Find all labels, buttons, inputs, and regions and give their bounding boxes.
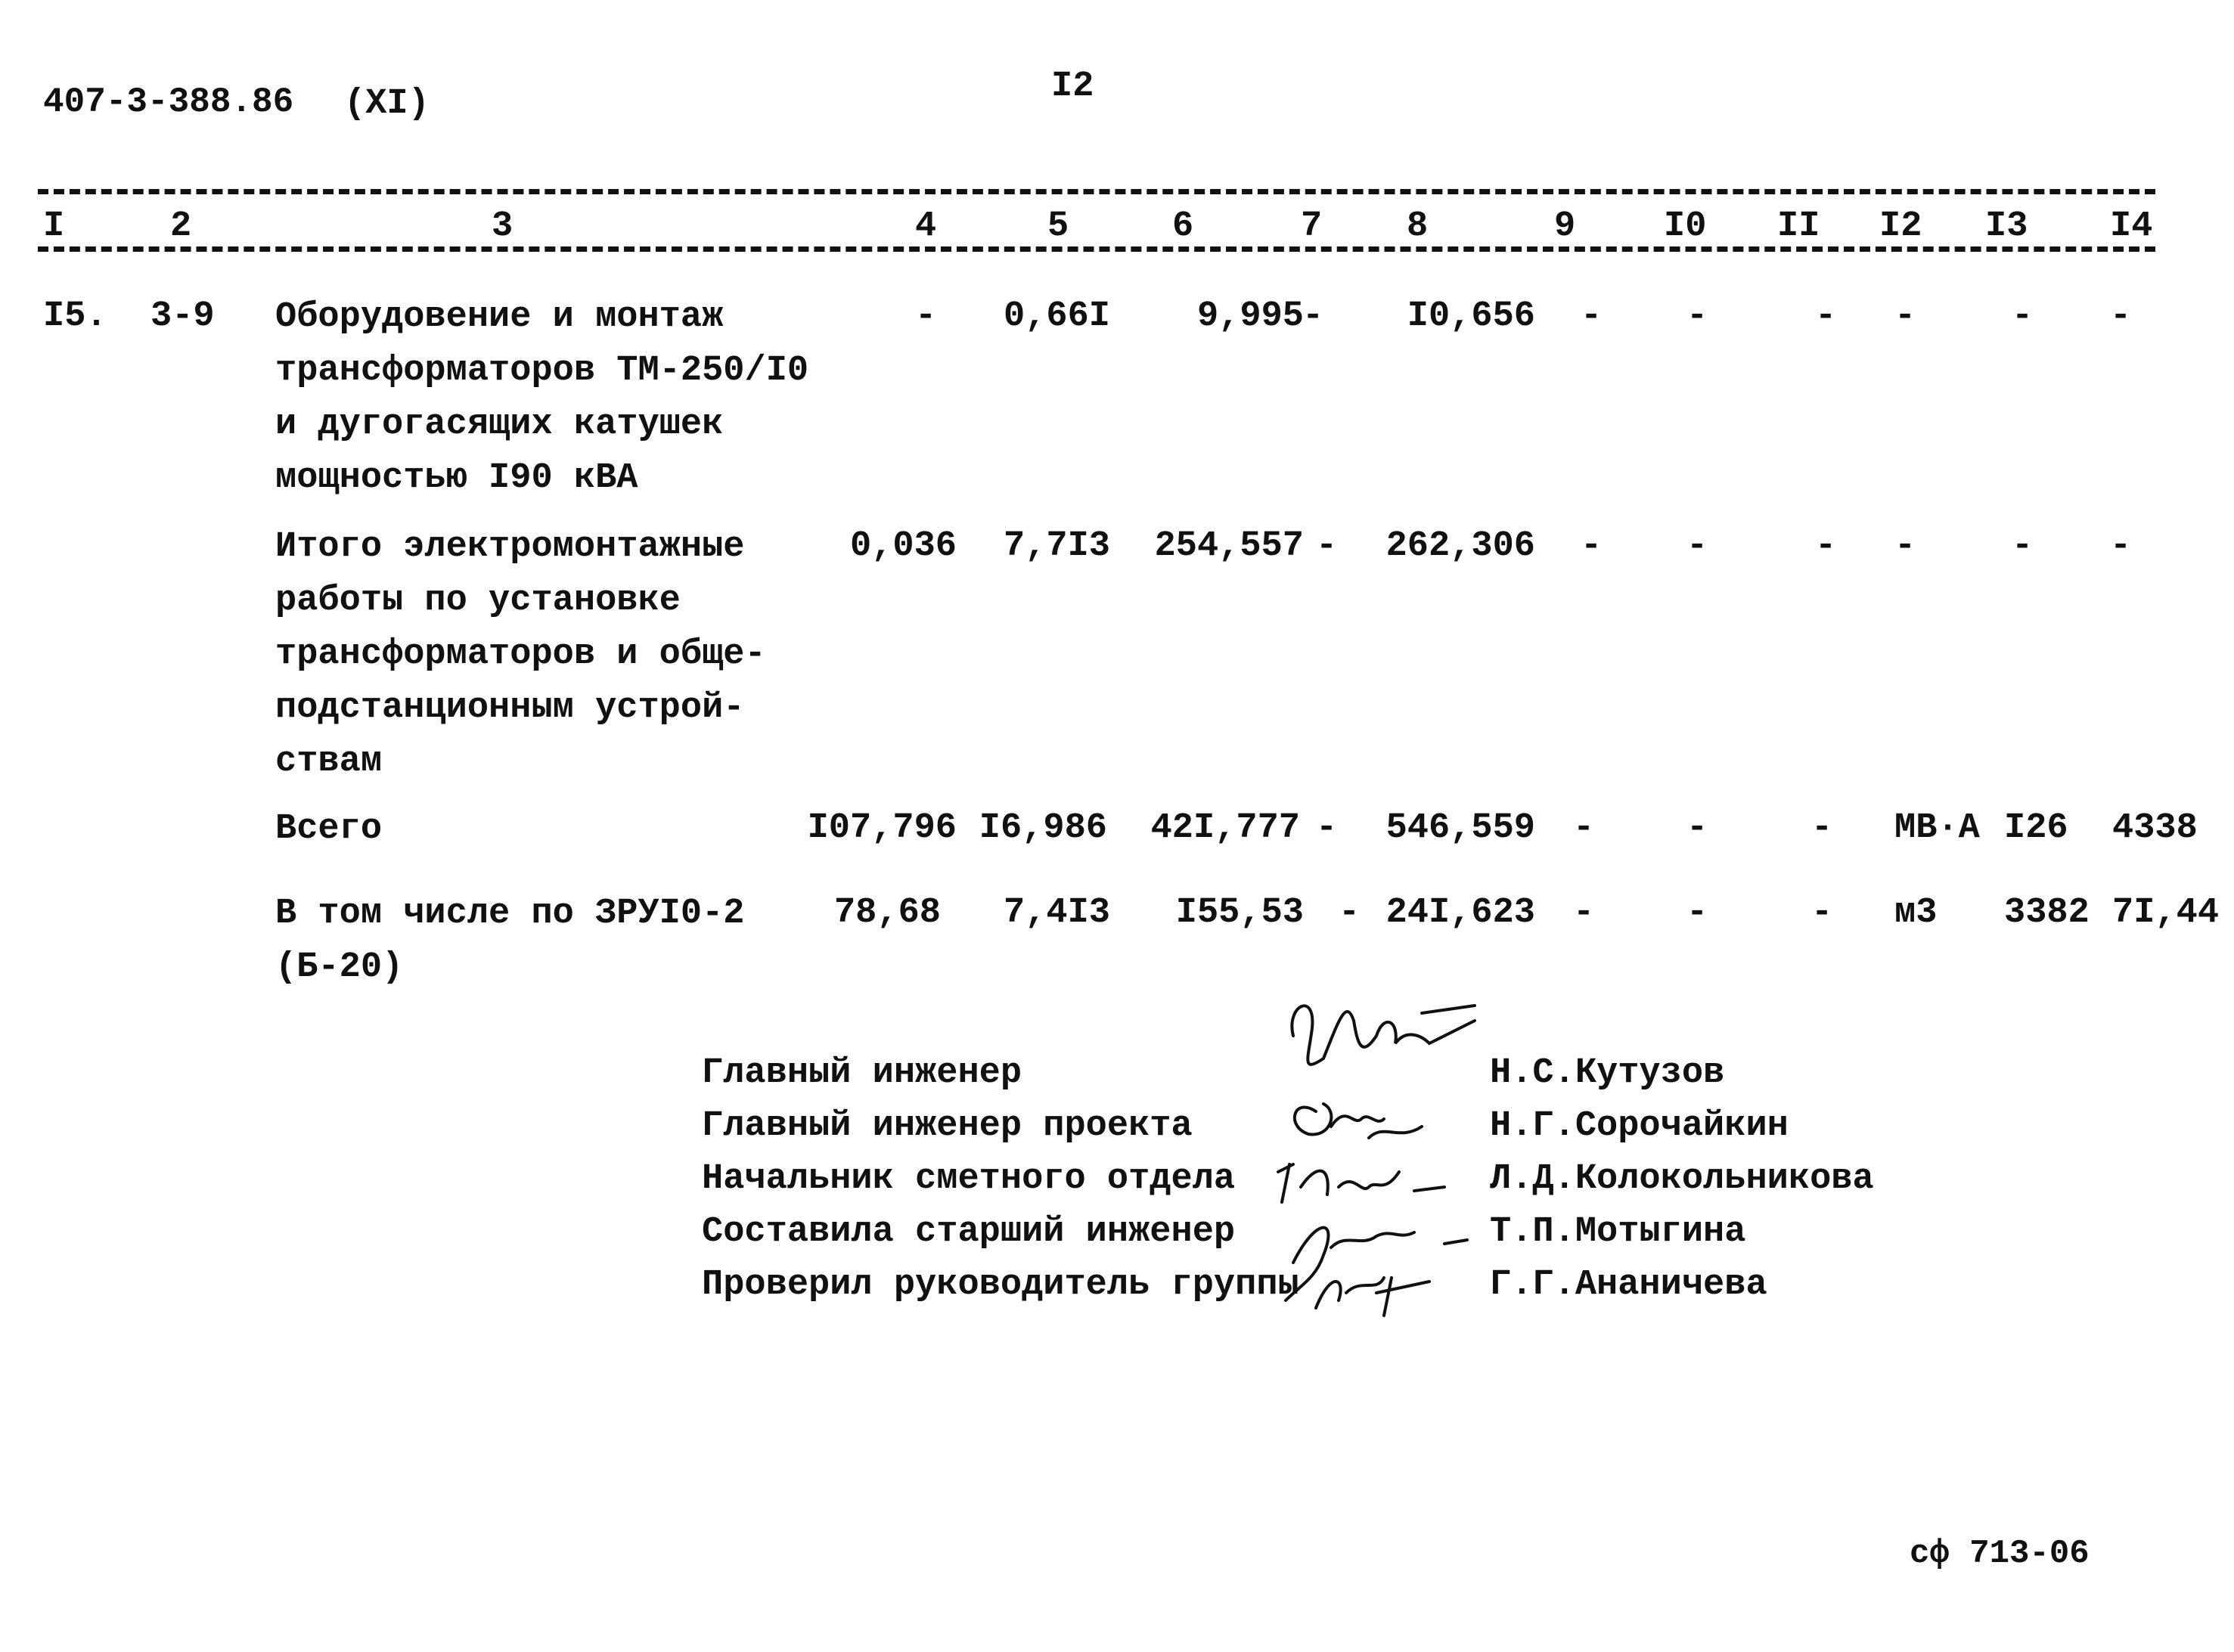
cell-c12: м3 xyxy=(1894,893,1938,933)
row-number: I5. xyxy=(43,296,107,336)
column-header: I0 xyxy=(1664,206,1707,246)
cell-c6: 9,995 xyxy=(1196,296,1304,336)
cell-c12: МВ·А xyxy=(1894,808,1980,848)
cell-c10: - xyxy=(1686,808,1708,848)
cell-c7: - xyxy=(1316,808,1338,848)
cell-c14: 4338 xyxy=(2112,808,2198,848)
document-code: 407-3-388.86 xyxy=(43,82,294,122)
cell-c9: - xyxy=(1581,296,1603,336)
column-header: I4 xyxy=(2110,206,2153,246)
cell-c10: - xyxy=(1686,296,1708,336)
row-description: Оборудовение и монтаж трансформаторов ТМ-250/I0 и дугогасящих катушек мощностью I90 кВА xyxy=(275,297,809,498)
cell-c11: - xyxy=(1815,296,1837,336)
row-description: В том числе по ЗРУI0-2 (Б-20) xyxy=(275,894,745,987)
column-header: 3 xyxy=(492,206,514,246)
signer-role: Начальник сметного отдела xyxy=(702,1159,1236,1199)
column-header: 4 xyxy=(915,206,937,246)
cell-c5: I6,986 xyxy=(979,808,1107,848)
signer-name: Л.Д.Колокольникова xyxy=(1490,1159,1874,1199)
cell-c14: - xyxy=(2110,526,2132,566)
cell-c10: - xyxy=(1686,526,1708,566)
cell-c8: I0,656 xyxy=(1407,296,1535,336)
cell-c12: - xyxy=(1894,296,1916,336)
cell-c10: - xyxy=(1686,893,1708,933)
cell-c4: - xyxy=(915,296,937,336)
table-header-divider xyxy=(38,246,2155,252)
cell-c8: 24I,623 xyxy=(1385,893,1535,933)
cell-c13: 3382 xyxy=(2004,893,2090,933)
signer-name: Н.С.Кутузов xyxy=(1490,1053,1725,1093)
cell-c8: 546,559 xyxy=(1385,808,1535,848)
cell-c4: 0,036 xyxy=(849,526,957,566)
row-description: Итого электромонтажные работы по установке трансформаторов и обще- подстанционным устрой- ствам xyxy=(275,527,766,782)
cell-c9: - xyxy=(1581,526,1603,566)
signer-name: Г.Г.Ананичева xyxy=(1490,1265,1767,1305)
row-description: Всего xyxy=(275,809,383,849)
table-top-divider xyxy=(38,189,2155,194)
cell-c12: - xyxy=(1894,526,1916,566)
column-header: 7 xyxy=(1301,206,1323,246)
cell-c6: 42I,777 xyxy=(1150,808,1300,848)
cell-c11: - xyxy=(1811,893,1833,933)
column-header: I xyxy=(43,206,65,246)
cell-c7: - xyxy=(1339,893,1361,933)
cell-c7: - xyxy=(1316,526,1338,566)
column-header: 2 xyxy=(170,206,192,246)
row-code: 3-9 xyxy=(150,296,215,336)
signer-role: Главный инженер проекта xyxy=(702,1106,1193,1146)
cell-c7: - xyxy=(1302,296,1324,336)
cell-c6: 254,557 xyxy=(1154,526,1304,566)
column-header: II xyxy=(1777,206,1820,246)
cell-c9: - xyxy=(1573,893,1595,933)
cell-c11: - xyxy=(1815,526,1837,566)
column-header: 6 xyxy=(1172,206,1194,246)
handwritten-signatures xyxy=(1271,975,1490,1323)
cell-c4: 78,68 xyxy=(833,893,941,933)
cell-c14: 7I,44 xyxy=(2112,893,2220,933)
column-header: 9 xyxy=(1554,206,1576,246)
volume-number: (XI) xyxy=(344,84,430,124)
footer-stamp: сф 713-06 xyxy=(1910,1535,2090,1573)
signer-name: Т.П.Мотыгина xyxy=(1490,1212,1746,1252)
cell-c14: - xyxy=(2110,296,2132,336)
cell-c6: I55,53 xyxy=(1175,893,1304,933)
cell-c5: 7,7I3 xyxy=(1003,526,1110,566)
cell-c13: - xyxy=(2012,296,2034,336)
signer-role: Главный инженер xyxy=(702,1053,1022,1093)
column-header: 5 xyxy=(1047,206,1069,246)
column-header: 8 xyxy=(1407,206,1429,246)
cell-c5: 7,4I3 xyxy=(1003,893,1110,933)
cell-c13: - xyxy=(2012,526,2034,566)
cell-c5: 0,66I xyxy=(1003,296,1110,336)
signer-role: Составила старший инженер xyxy=(702,1212,1236,1252)
cell-c4: I07,796 xyxy=(807,808,957,848)
cell-c13: I26 xyxy=(2004,808,2068,848)
column-header: I2 xyxy=(1879,206,1922,246)
cell-c8: 262,306 xyxy=(1385,526,1535,566)
signer-name: Н.Г.Сорочайкин xyxy=(1490,1106,1789,1146)
signer-role: Проверил руководитель группы xyxy=(702,1265,1299,1305)
page-number: I2 xyxy=(1051,67,1094,107)
cell-c11: - xyxy=(1811,808,1833,848)
column-header: I3 xyxy=(1985,206,2028,246)
cell-c9: - xyxy=(1573,808,1595,848)
